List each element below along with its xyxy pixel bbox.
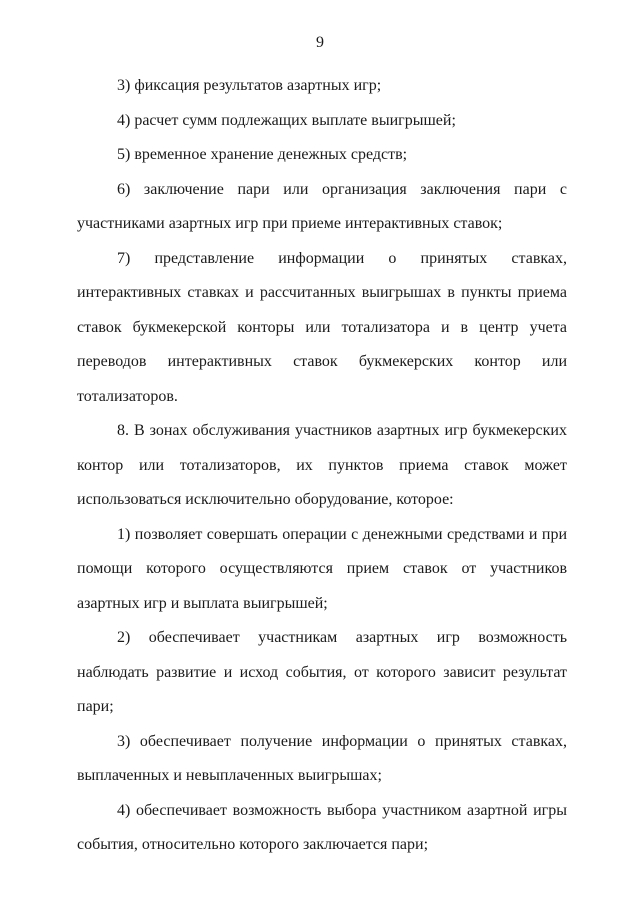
document-body	[77, 69, 567, 863]
equipment-item-2: 2) обеспечивает участникам азартных игр возможность наблюдать развитие и исход события, от которого зависит результат пари;	[77, 629, 567, 715]
equipment-item-3: 3) обеспечивает получение информации о принятых ставках, выплаченных и невыплаченных выигрышах;	[77, 732, 567, 784]
list-item-information-transfer: 7) представление информации о принятых ставках, интерактивных ставках и рассчитанных выигрышах в пункты приема ставок букмекерской конторы или тотализатора и в центр учета переводов интерактивных ставок букмекерских контор или тотализаторов.	[77, 249, 567, 405]
list-item-calculation: 4) расчет сумм подлежащих выплате выигрышей;	[117, 111, 456, 129]
equipment-item-1: 1) позволяет совершать операции с денежными средствами и при помощи которого осуществляются прием ставок от участников азартных игр и выплата выигрышей;	[77, 525, 567, 612]
list-item-storage: 5) временное хранение денежных средств;	[117, 146, 408, 163]
list-item-bet-conclusion: 6) заключение пари или организация заключения пари с участниками азартных игр при приеме интерактивных ставок;	[77, 180, 567, 232]
section-8-paragraph: 8. В зонах обслуживания участников азартных игр букмекерских контор или тотализаторов, их пунктов приема ставок может использоваться исключительно оборудование, которое:	[77, 422, 567, 508]
page-number: 9	[316, 34, 324, 51]
equipment-item-4: 4) обеспечивает возможность выбора участником азартной игры события, относительно которого заключается пари;	[77, 801, 567, 853]
list-item-fixation: 3) фиксация результатов азартных игр;	[117, 77, 382, 94]
